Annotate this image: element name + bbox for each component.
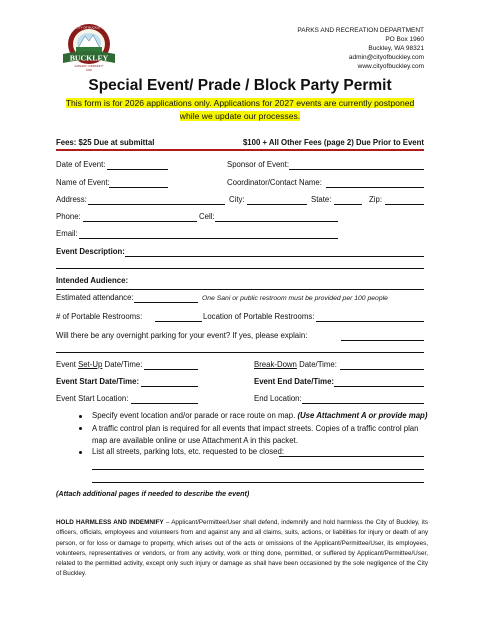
date-of-event-label: Date of Event: — [56, 160, 106, 169]
bullet-1-dot — [79, 415, 82, 418]
notice-line-2: while we update our processes. — [179, 110, 301, 121]
overnight-parking-label: Will there be any overnight parking for your event? If yes, please explain: — [56, 331, 308, 340]
fees-prior: $100 + All Other Fees (page 2) Due Prior to Event — [242, 138, 424, 147]
bullet-1-text: Specify event location and/or parade or race route on map. — [92, 411, 298, 420]
event-name-field[interactable] — [109, 187, 168, 188]
attendance-note: One Sani or public restroom must be provided per 100 people — [202, 295, 388, 302]
sponsor-label: Sponsor of Event: — [227, 160, 289, 169]
logo-bottom-text: GATEWAY COMMUNITY — [74, 65, 104, 68]
address-field[interactable] — [88, 204, 225, 205]
start-location-field[interactable] — [131, 403, 198, 404]
street-closure-field-line-3[interactable] — [92, 482, 424, 483]
email-label: Email: — [56, 229, 78, 238]
start-datetime-label: Event Start Date/Time: — [56, 377, 140, 386]
zip-label: Zip: — [369, 195, 382, 204]
breakdown-underlined: Break-Down — [254, 360, 297, 369]
description-label: Event Description: — [56, 247, 125, 256]
date-of-event-field[interactable] — [107, 169, 168, 170]
address-label: Address: — [56, 195, 87, 204]
cell-field[interactable] — [215, 221, 338, 222]
state-label: State: — [311, 195, 332, 204]
overnight-parking-field-line-2[interactable] — [56, 352, 424, 353]
phone-field[interactable] — [83, 221, 197, 222]
street-closure-field-line-1[interactable] — [279, 456, 424, 457]
dept-pobox: PO Box 1960 — [385, 36, 424, 43]
setup-prefix: Event — [56, 360, 79, 369]
bullet-2 — [92, 423, 418, 447]
end-location-field[interactable] — [302, 403, 424, 404]
audience-field[interactable] — [56, 289, 424, 290]
bullet-3-dot — [79, 451, 82, 454]
city-label: City: — [229, 195, 245, 204]
fees-submittal: Fees: $25 Due at submittal — [56, 138, 155, 147]
logo-est: 1890 — [86, 69, 92, 72]
phone-label: Phone: — [56, 212, 81, 221]
bullet-2-line-2: map are available online or use Attachment A in this packet. — [92, 436, 298, 445]
audience-label: Intended Audience: — [56, 276, 129, 285]
dept-name: PARKS AND RECREATION DEPARTMENT — [297, 27, 424, 34]
end-location-label: End Location: — [254, 394, 302, 403]
setup-suffix: Date/Time: — [102, 360, 143, 369]
coordinator-label: Coordinator/Contact Name: — [227, 178, 322, 187]
notice-line-1: This form is for 2026 applications only. Applications for 2027 events are currently postponed — [65, 98, 415, 108]
email-field[interactable] — [79, 238, 338, 239]
logo-name: BUCKLEY — [69, 53, 109, 63]
dept-city: Buckley, WA 98321 — [368, 45, 424, 52]
breakdown-field[interactable] — [340, 369, 424, 370]
start-datetime-field[interactable] — [141, 386, 198, 387]
bullet-3-text: List all streets, parking lots, etc. requested to be closed: — [92, 447, 284, 456]
restrooms-count-field[interactable] — [155, 321, 202, 322]
event-name-label: Name of Event: — [56, 178, 110, 187]
cell-label: Cell: — [199, 212, 215, 221]
sponsor-field[interactable] — [289, 169, 424, 170]
setup-label — [56, 360, 142, 369]
restroom-location-label: Location of Portable Restrooms: — [203, 312, 315, 321]
attendance-label: Estimated attendance: — [56, 293, 134, 302]
hold-harmless-heading: HOLD HARMLESS AND INDEMNIFY — [56, 519, 164, 526]
attendance-field[interactable] — [134, 302, 198, 303]
fees-row — [56, 138, 424, 147]
description-field-line-1[interactable] — [125, 256, 424, 257]
attach-note: (Attach additional pages if needed to describe the event) — [56, 489, 250, 498]
setup-field[interactable] — [144, 369, 198, 370]
setup-underlined: Set-Up — [78, 360, 103, 369]
zip-field[interactable] — [385, 204, 424, 205]
logo-top-text: CITY OF BUCKLEY — [75, 25, 103, 30]
department-address — [297, 26, 424, 71]
breakdown-label — [254, 360, 337, 369]
restroom-location-field[interactable] — [316, 321, 424, 322]
bullet-2-line-1: A traffic control plan is required for all events that impact streets. Copies of a traffic control plan — [92, 424, 419, 433]
city-field[interactable] — [247, 204, 307, 205]
bullet-1-emphasis: (Use Attachment A or provide map) — [297, 411, 428, 420]
state-field[interactable] — [334, 204, 362, 205]
city-logo — [60, 22, 118, 72]
dept-email: admin@cityofbuckley.com — [348, 54, 424, 61]
breakdown-suffix: Date/Time: — [296, 360, 337, 369]
end-datetime-label: Event End Date/Time: — [254, 377, 335, 386]
bullet-2-dot — [79, 427, 82, 430]
end-datetime-field[interactable] — [334, 386, 424, 387]
bullet-1 — [92, 411, 427, 420]
street-closure-field-line-2[interactable] — [92, 469, 424, 470]
page-title: Special Event/ Prade / Block Party Permit — [88, 77, 392, 94]
overnight-parking-field-line-1[interactable] — [341, 340, 424, 341]
start-location-label: Event Start Location: — [56, 394, 129, 403]
hold-harmless-body: – Applicant/Permittee/User shall defend, indemnify and hold harmless the City of Buckley, its officers, officials, employees and volunteers from and against any and all claims, suits, actions, or liabilities for injury or death of any person, or for loss or damage to property, which arises out of the acts or omissions of the Applicant/Permittee/User, its employees, volunteers, representatives or vendors, or from any activity, work or thing done, permitted, or suffered by Applicant/Permittee/User, related to the permitted activity, except only such injury or damage as shall have been occasioned by the sole negligence of the City of Buckley. — [56, 519, 428, 578]
notice-banner — [60, 97, 420, 122]
description-field-line-2[interactable] — [56, 268, 424, 269]
coordinator-field[interactable] — [326, 187, 424, 188]
dept-website: www.cityofbuckley.com — [357, 63, 424, 70]
restrooms-count-label: # of Portable Restrooms: — [56, 312, 143, 321]
hold-harmless-paragraph — [56, 518, 428, 580]
red-divider — [56, 149, 424, 151]
